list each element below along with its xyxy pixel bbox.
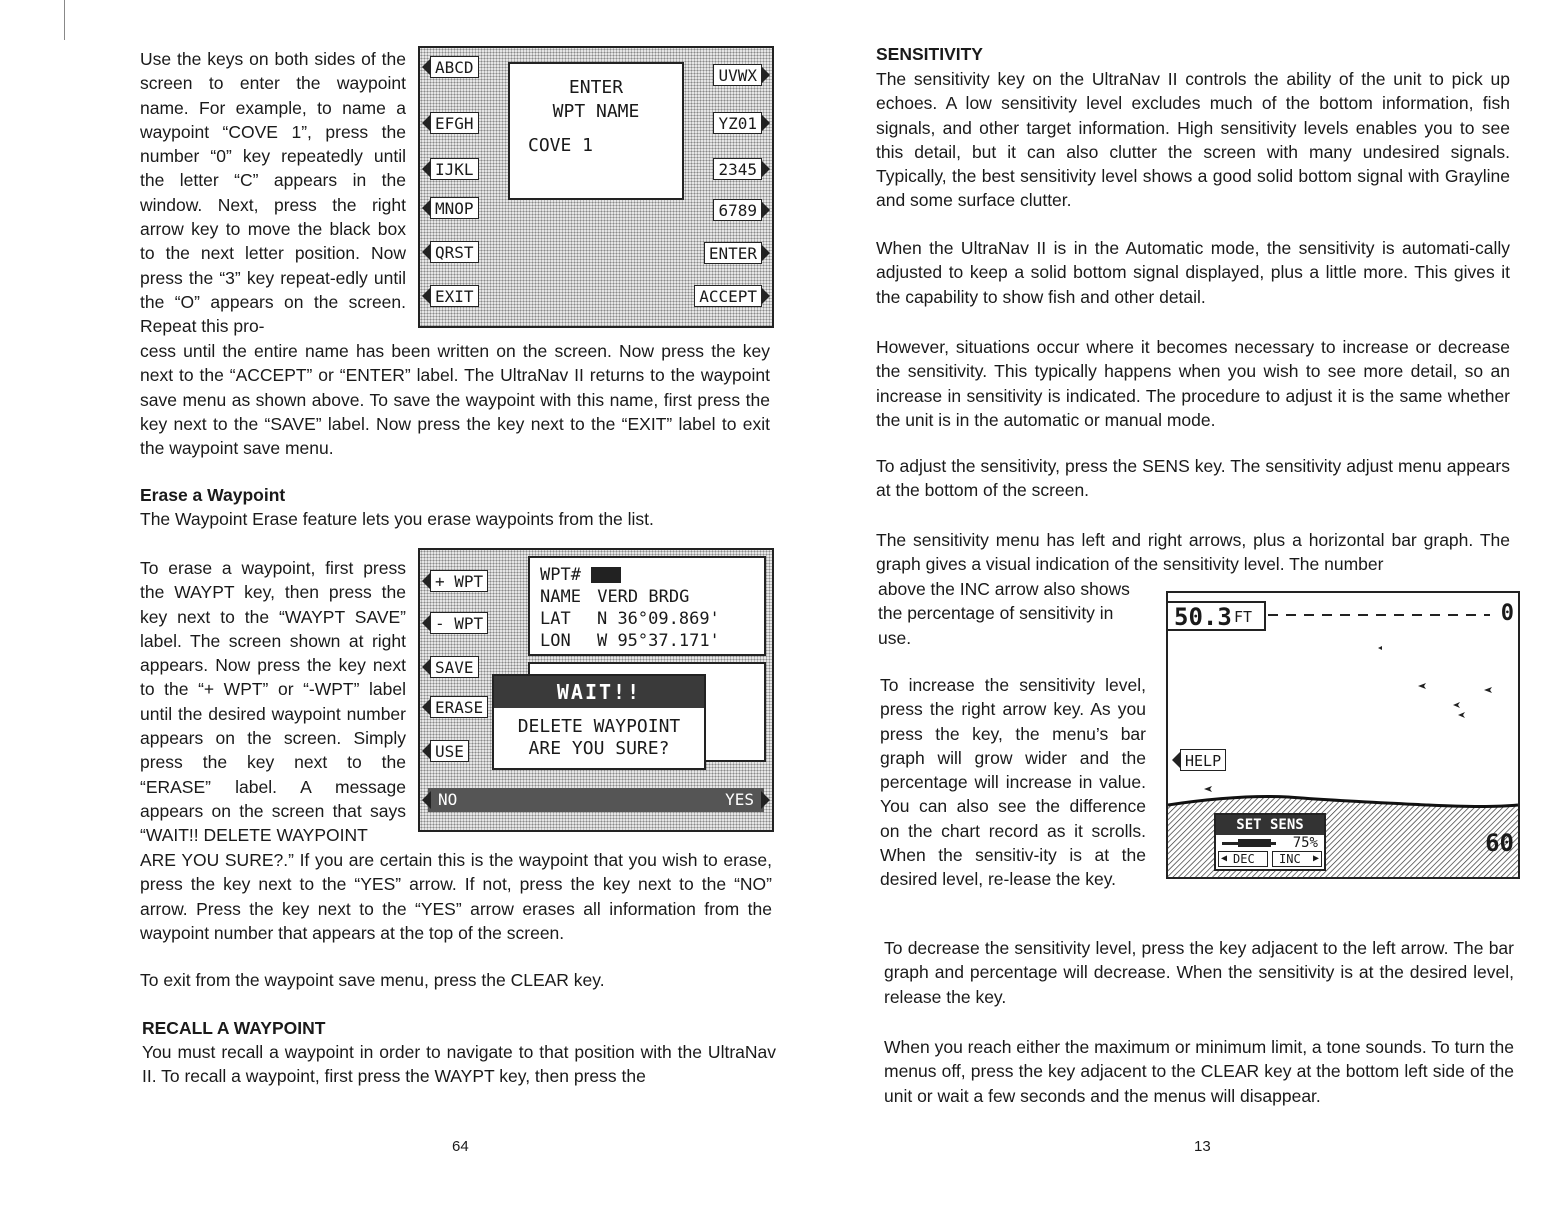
key-label-plus-wpt[interactable]: + WPT — [430, 570, 488, 592]
name-entry-value[interactable]: COVE 1 — [528, 135, 594, 156]
sonar-screen — [1166, 591, 1520, 879]
paragraph-exit-menu: To exit from the waypoint save menu, press the CLEAR key. — [140, 970, 605, 990]
heading-sensitivity: SENSITIVITY — [876, 44, 983, 64]
paragraph-recall: You must recall a waypoint in order to navigate to that position with the UltraNav II. To recall a waypoint, first press the WAYPT key, then press the — [142, 1042, 776, 1087]
heading-recall-waypoint: RECALL A WAYPOINT — [142, 1018, 326, 1038]
right-arrow-icon — [761, 160, 770, 178]
dec-label: DEC — [1233, 852, 1255, 866]
key-label-accept[interactable]: ACCEPT — [694, 285, 762, 307]
sensitivity-percent: 75% — [1292, 835, 1318, 851]
key-label-qrst[interactable]: QRST — [430, 241, 479, 263]
paragraph-enter-name-cont: cess until the entire name has been written on the screen. Now press the key next to the “ACCEPT” or “ENTER” label. The UltraNav II returns to the waypoint save menu as shown above. To save the waypoint with this name, first press the key next to the “SAVE” label. Now press the key next to the “EXIT” label to exit the waypoint save menu. — [140, 341, 770, 459]
inc-label: INC — [1279, 852, 1301, 866]
right-arrow-icon — [761, 244, 770, 262]
key-label-yz01[interactable]: YZ01 — [713, 112, 762, 134]
right-arrow-icon — [761, 791, 770, 809]
key-label-enter[interactable]: ENTER — [704, 242, 762, 264]
lon-label: LON — [540, 631, 571, 651]
top-depth-scale: 0 — [1500, 601, 1514, 626]
yes-button[interactable]: YES — [725, 790, 754, 809]
lat-label: LAT — [540, 609, 571, 629]
sensitivity-menu-title: SET SENS — [1216, 815, 1324, 835]
paragraph-sens-key: To adjust the sensitivity, press the SENS key. The sensitivity adjust menu appears at the bottom of the screen. — [876, 456, 1510, 501]
wpt-number-value — [591, 567, 621, 583]
key-label-use[interactable]: USE — [430, 740, 469, 762]
key-label-mnop[interactable]: MNOP — [430, 197, 479, 219]
sensitivity-bar — [1238, 839, 1271, 847]
paragraph-increase-sens: To increase the sensitivity level, press the right arrow key. As you press the key, the menu’s bar graph will grow wider and the percentage will increase in value. You can also see the difference on the chart record as it scrolls. When the sensitiv-ity is at the desired level, re-lease the key. — [880, 675, 1146, 890]
paragraph-sens-menu: The sensitivity menu has left and right arrows, plus a horizontal bar graph. The graph gives a visual indication of the sensitivity level. The number — [876, 530, 1510, 575]
name-entry-window — [508, 62, 684, 200]
depth-unit: FT — [1234, 608, 1253, 626]
dialog-line-2: ARE YOU SURE? — [528, 738, 670, 759]
key-label-2345[interactable]: 2345 — [713, 158, 762, 180]
lon-value: W 95°37.171' — [596, 631, 720, 651]
page-number-right: 13 — [1194, 1138, 1211, 1155]
paragraph-erase-intro: The Waypoint Erase feature lets you erase waypoints from the list. — [140, 509, 654, 529]
paragraph-erase-steps-cont: ARE YOU SURE?.” If you are certain this is the waypoint that you wish to erase, press the key next to the “YES” arrow. If not, press the key next to the “NO” arrow. Press the key next to the “YES” arrow erases all information from the waypoint number that appears at the top of the screen. — [140, 850, 772, 943]
bottom-depth-scale: 60 — [1485, 829, 1514, 857]
paragraph-automatic-mode: When the UltraNav II is in the Automatic mode, the sensitivity is automati-cally adjusted to keep a solid bottom signal displayed, plus a little more. This gives it the capability to show fish and other detail. — [876, 238, 1510, 307]
name-label: NAME — [540, 587, 581, 607]
right-arrow-icon — [761, 66, 770, 84]
dec-arrow-icon: ◀ — [1221, 853, 1228, 864]
page-number-left: 64 — [452, 1138, 469, 1155]
key-label-exit[interactable]: EXIT — [430, 285, 479, 307]
paragraph-limit-tone: When you reach either the maximum or minimum limit, a tone sounds. To turn the menus off, press the key adjacent to the CLEAR key at the bottom left side of the unit or wait a few seconds and the menus will disappear. — [884, 1037, 1514, 1106]
depth-readout-box — [1168, 601, 1266, 631]
paragraph-decrease-sens: To decrease the sensitivity level, press the key adjacent to the left arrow. The bar graph and percentage will decrease. When the sensitivity is at the desired level, release the key. — [884, 938, 1514, 1007]
dialog-line-1: DELETE WAYPOINT — [517, 716, 681, 737]
depth-value: 50.3 — [1174, 603, 1232, 631]
paragraph-sensitivity-intro: The sensitivity key on the UltraNav II controls the ability of the unit to pick up echoes. A low sensitivity level excludes much of the bottom information, fish signals, and other target information. High sensitivity levels enables you to see this detail, but it can also clutter the screen with many undesired signals. Typically, the best sensitivity level shows a good solid bottom signal with Grayline and some surface clutter. — [876, 69, 1510, 211]
no-yes-bar — [428, 788, 764, 812]
left-arrow-icon — [422, 791, 431, 809]
right-arrow-icon — [761, 201, 770, 219]
key-label-save[interactable]: SAVE — [430, 656, 479, 678]
paragraph-sens-menu-cont: above the INC arrow also shows the percentage of sensitivity in use. — [878, 579, 1130, 648]
sensitivity-menu — [1214, 813, 1326, 871]
heading-erase-waypoint: Erase a Waypoint — [140, 485, 286, 505]
paragraph-enter-name: Use the keys on both sides of the screen to enter the waypoint name. For example, to name a waypoint “COVE 1”, press the number “0” key repeatedly until the letter “C” appears in the window. Next, press the right arrow key to move the black box to the next letter position. Now press the “3” key repeat-edly until the “O” appears on the screen. Repeat this pro- — [140, 49, 406, 337]
wait-banner: WAIT!! — [494, 676, 704, 708]
wpt-number-label: WPT# — [540, 565, 581, 585]
inc-button[interactable] — [1272, 851, 1322, 867]
name-value: VERD BRDG — [597, 587, 690, 607]
entry-title-line-2: WPT NAME — [552, 101, 640, 122]
key-label-6789[interactable]: 6789 — [713, 199, 762, 221]
key-label-efgh[interactable]: EFGH — [430, 112, 479, 134]
key-label-erase[interactable]: ERASE — [430, 696, 488, 718]
key-label-abcd[interactable]: ABCD — [430, 56, 479, 78]
erase-waypoint-screen — [418, 548, 774, 832]
lat-value: N 36°09.869' — [596, 609, 720, 629]
delete-confirm-dialog — [492, 674, 706, 770]
help-button[interactable]: HELP — [1180, 749, 1226, 771]
right-arrow-icon — [761, 114, 770, 132]
key-label-uvwx[interactable]: UVWX — [713, 64, 762, 86]
entry-title-line-1: ENTER — [568, 77, 624, 98]
no-button[interactable]: NO — [438, 790, 458, 809]
key-label-ijkl[interactable]: IJKL — [430, 158, 479, 180]
paragraph-manual-adjust: However, situations occur where it becomes necessary to increase or decrease the sensitivity. This typically happens when you wish to see more detail, so an increase in sensitivity is indicated. The procedure to adjust it is the same whether the unit is in the automatic or manual mode. — [876, 337, 1510, 430]
right-arrow-icon — [761, 287, 770, 305]
dec-button[interactable] — [1218, 851, 1268, 867]
inc-arrow-icon: ▶ — [1312, 853, 1319, 864]
page-edge-mark — [64, 0, 65, 40]
waypoint-info-panel — [528, 556, 766, 656]
key-label-minus-wpt[interactable]: - WPT — [430, 612, 488, 634]
enter-name-screen — [418, 46, 774, 328]
paragraph-erase-steps: To erase a waypoint, first press the WAYPT key, then press the key next to the “WAYPT SAVE” label. The screen shown at right appears. Now press the key next to the “+ WPT” or “-WPT” label until the desired waypoint number appears on the screen. Simply press the key next to the “ERASE” label. A message appears on the screen that says “WAIT!! DELETE WAYPOINT — [140, 558, 406, 846]
